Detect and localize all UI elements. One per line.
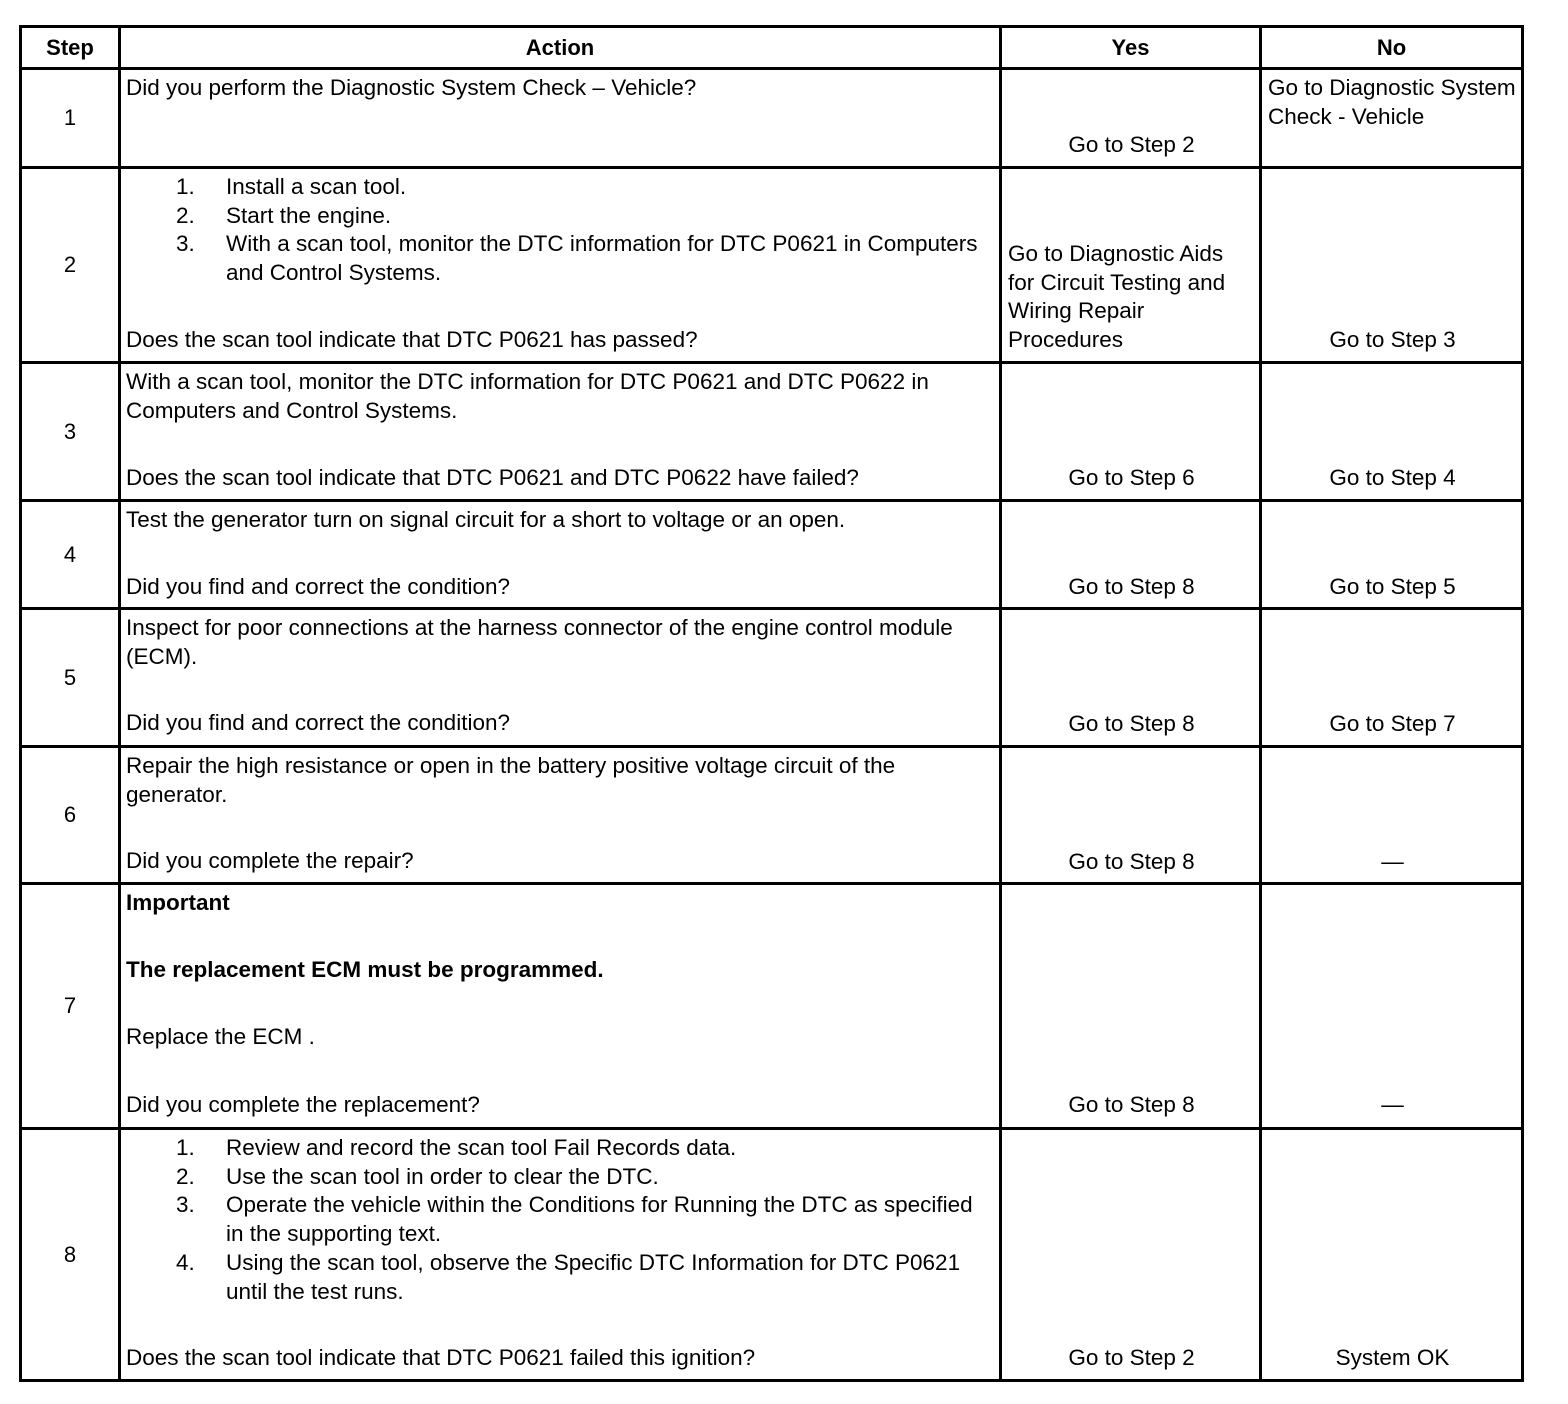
table-row	[21, 609, 1523, 747]
yes-text: Go to Step 8	[1068, 849, 1195, 874]
action-cell	[120, 168, 1001, 363]
step-number: 3	[21, 363, 120, 501]
action-question: Did you complete the replacement?	[126, 1092, 480, 1118]
no-cell	[1261, 747, 1523, 884]
header-yes: Yes	[1001, 27, 1261, 69]
action-list	[126, 1134, 995, 1306]
header-step: Step	[21, 27, 120, 69]
no-cell	[1261, 501, 1523, 609]
action-cell	[120, 609, 1001, 747]
action-cell	[120, 747, 1001, 884]
yes-cell	[1001, 747, 1261, 884]
yes-text: Go to Step 2	[1068, 1345, 1195, 1370]
no-cell	[1261, 168, 1523, 363]
important-label: Important	[126, 890, 230, 915]
list-item: 1. Review and record the scan tool Fail Records data.	[176, 1135, 737, 1160]
step-number: 8	[21, 1129, 120, 1381]
no-text: System OK	[1335, 1345, 1450, 1370]
yes-text: Go to Step 2	[1068, 132, 1195, 157]
list-item: 2. Start the engine.	[176, 202, 392, 228]
action-cell	[120, 501, 1001, 609]
action-cell	[120, 363, 1001, 501]
list-item: 3. With a scan tool, monitor the DTC information for DTC P0621 in Computers and Control Systems.	[176, 231, 978, 286]
step-number: 5	[21, 609, 120, 747]
yes-cell	[1001, 501, 1261, 609]
step-number: 1	[21, 69, 120, 168]
yes-cell	[1001, 884, 1261, 1129]
action-text: Test the generator turn on signal circuit for a short to voltage or an open.	[126, 507, 846, 532]
action-cell	[120, 1129, 1001, 1381]
yes-text: Go to Step 8	[1068, 574, 1195, 599]
no-text: Go to Step 5	[1329, 574, 1456, 599]
table-row	[21, 747, 1523, 884]
step-number: 6	[21, 747, 120, 884]
no-cell	[1261, 609, 1523, 747]
table-row	[21, 884, 1523, 1129]
step-number: 7	[21, 884, 120, 1129]
action-cell	[120, 884, 1001, 1129]
no-cell	[1261, 69, 1523, 168]
header-action: Action	[120, 27, 1001, 69]
action-question: Does the scan tool indicate that DTC P0621 and DTC P0622 have failed?	[126, 465, 859, 491]
list-item: 1. Install a scan tool.	[176, 174, 407, 199]
action-question: Did you find and correct the condition?	[126, 573, 510, 599]
yes-cell	[1001, 1129, 1261, 1381]
no-text: Go to Step 7	[1329, 711, 1456, 736]
action-question: Does the scan tool indicate that DTC P0621 has passed?	[126, 326, 698, 352]
header-row	[21, 27, 1523, 69]
yes-text: Go to Diagnostic Aids for Circuit Testing and Wiring Repair Procedures	[1008, 241, 1226, 353]
list-item: 4. Using the scan tool, observe the Specific DTC Information for DTC P0621 until the test runs.	[176, 1249, 961, 1304]
diagnostic-table	[19, 25, 1524, 1382]
no-text: —	[1381, 1092, 1404, 1117]
no-text: Go to Step 4	[1329, 465, 1456, 490]
yes-cell	[1001, 168, 1261, 363]
action-list	[126, 173, 995, 288]
table-row	[21, 1129, 1523, 1381]
action-question: Does the scan tool indicate that DTC P0621 failed this ignition?	[126, 1345, 756, 1371]
list-item: 2. Use the scan tool in order to clear the DTC.	[176, 1163, 659, 1189]
action-cell	[120, 69, 1001, 168]
header-no: No	[1261, 27, 1523, 69]
no-text: Go to Step 3	[1329, 327, 1456, 352]
action-text: With a scan tool, monitor the DTC information for DTC P0621 and DTC P0622 in Computers and Control Systems.	[126, 369, 929, 423]
list-item: 3. Operate the vehicle within the Conditions for Running the DTC as specified in the supporting text.	[176, 1192, 973, 1247]
table-row	[21, 363, 1523, 501]
no-cell	[1261, 1129, 1523, 1381]
step-number: 2	[21, 168, 120, 363]
yes-cell	[1001, 363, 1261, 501]
step-number: 4	[21, 501, 120, 609]
action-text: Repair the high resistance or open in the battery positive voltage circuit of the generator.	[126, 753, 896, 807]
action-text: Replace the ECM .	[126, 1024, 315, 1050]
action-question: Did you complete the repair?	[126, 848, 414, 874]
yes-cell	[1001, 609, 1261, 747]
important-note: The replacement ECM must be programmed.	[126, 956, 604, 982]
table-row	[21, 501, 1523, 609]
yes-text: Go to Step 8	[1068, 1092, 1195, 1117]
no-cell	[1261, 363, 1523, 501]
yes-cell	[1001, 69, 1261, 168]
no-text: —	[1381, 849, 1404, 874]
yes-text: Go to Step 8	[1068, 711, 1195, 736]
no-text: Go to Diagnostic System Check - Vehicle	[1268, 75, 1516, 129]
table-row	[21, 69, 1523, 168]
action-question: Did you find and correct the condition?	[126, 710, 510, 736]
yes-text: Go to Step 6	[1068, 465, 1195, 490]
no-cell	[1261, 884, 1523, 1129]
action-text: Inspect for poor connections at the harness connector of the engine control module (ECM).	[126, 615, 953, 669]
table-row	[21, 168, 1523, 363]
action-text: Did you perform the Diagnostic System Check – Vehicle?	[126, 75, 697, 100]
